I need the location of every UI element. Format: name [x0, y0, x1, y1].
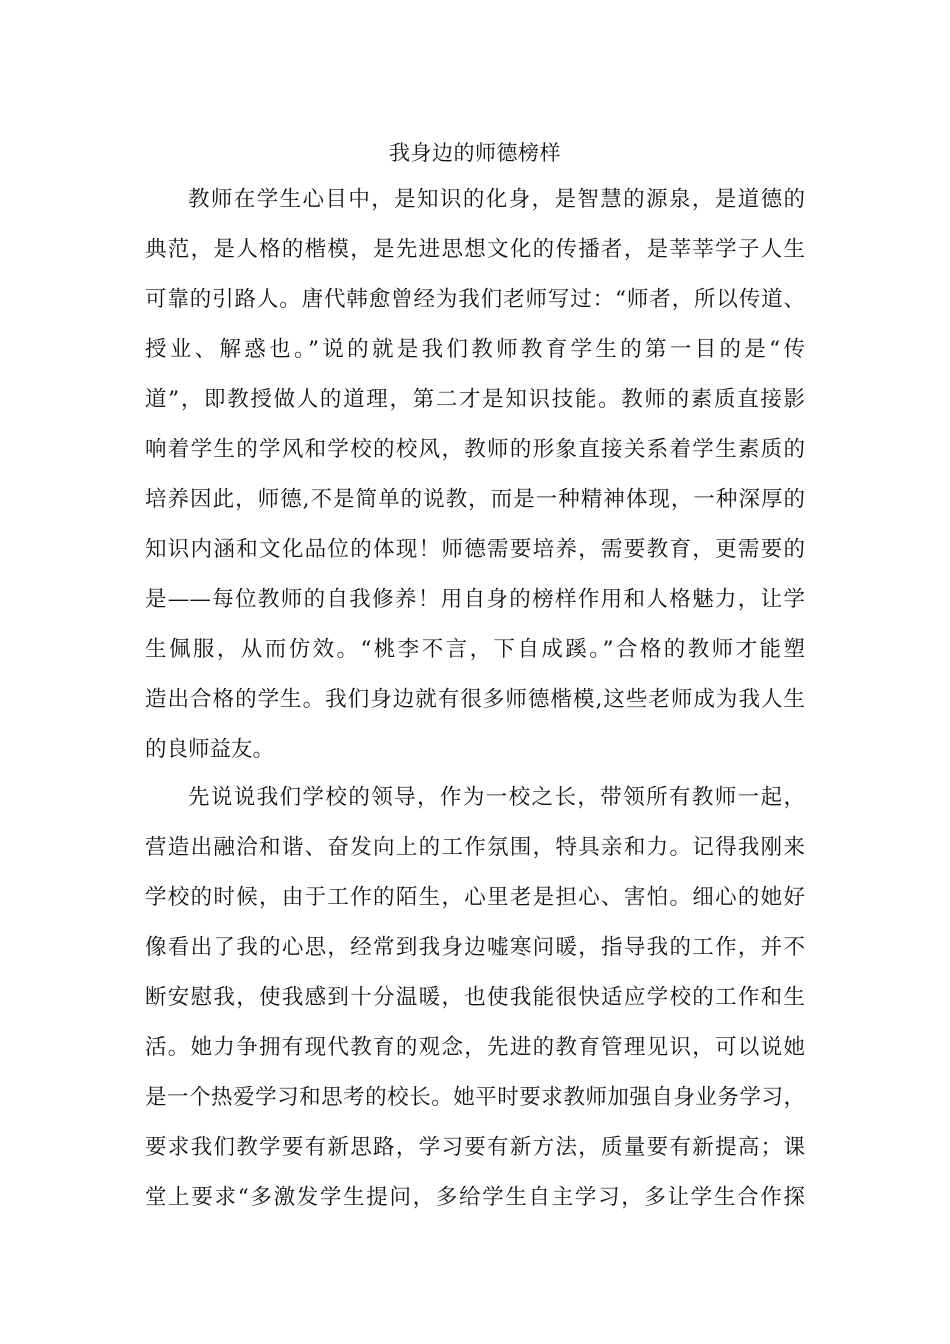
- text-line: 授业、解惑也。”说的就是我们教师教育学生的第一目的是“传: [145, 337, 805, 362]
- text-line: 活。她力争拥有现代教育的观念，先进的教育管理见识，可以说她: [145, 1035, 805, 1060]
- text-line: 营造出融洽和谐、奋发向上的工作氛围，特具亲和力。记得我刚来: [145, 835, 805, 860]
- text-line: 是一个热爱学习和思考的校长。她平时要求教师加强自身业务学习，: [145, 1085, 805, 1110]
- text-line: 教师在学生心目中，是知识的化身，是智慧的源泉，是道德的: [188, 187, 805, 212]
- text-line: 堂上要求“多激发学生提问，多给学生自主学习，多让学生合作探: [145, 1185, 805, 1210]
- paragraph-1: [145, 175, 805, 775]
- text-line: 可靠的引路人。唐代韩愈曾经为我们老师写过：“师者，所以传道、: [145, 287, 805, 312]
- text-line: 响着学生的学风和学校的校风，教师的形象直接关系着学生素质的: [145, 437, 805, 462]
- text-line: 先说说我们学校的领导，作为一校之长，带领所有教师一起，: [188, 785, 805, 810]
- text-line: 知识内涵和文化品位的体现！师德需要培养，需要教育，更需要的: [145, 537, 805, 562]
- text-line: 是——每位教师的自我修养！用自身的榜样作用和人格魅力，让学: [145, 587, 805, 612]
- text-line: 典范，是人格的楷模，是先进思想文化的传播者，是莘莘学子人生: [145, 237, 805, 262]
- text-line: 道”，即教授做人的道理，第二才是知识技能。教师的素质直接影: [145, 387, 805, 412]
- text-line: 造出合格的学生。我们身边就有很多师德楷模,这些老师成为我人生: [145, 687, 805, 712]
- text-line: 的良师益友。: [145, 737, 275, 762]
- text-line: 生佩服，从而仿效。“桃李不言，下自成蹊。”合格的教师才能塑: [145, 637, 805, 662]
- text-line: 像看出了我的心思，经常到我身边嘘寒问暖，指导我的工作，并不: [145, 935, 805, 960]
- text-line: 培养因此，师德,不是简单的说教，而是一种精神体现，一种深厚的: [145, 487, 805, 512]
- text-line: 断安慰我，使我感到十分温暖，也使我能很快适应学校的工作和生: [145, 985, 805, 1010]
- paragraph-2: [145, 773, 805, 1223]
- text-line: 学校的时候，由于工作的陌生，心里老是担心、害怕。细心的她好: [145, 885, 805, 910]
- document-title: 我身边的师德榜样: [389, 141, 561, 165]
- text-line: 要求我们教学要有新思路，学习要有新方法，质量要有新提高；课: [145, 1135, 805, 1160]
